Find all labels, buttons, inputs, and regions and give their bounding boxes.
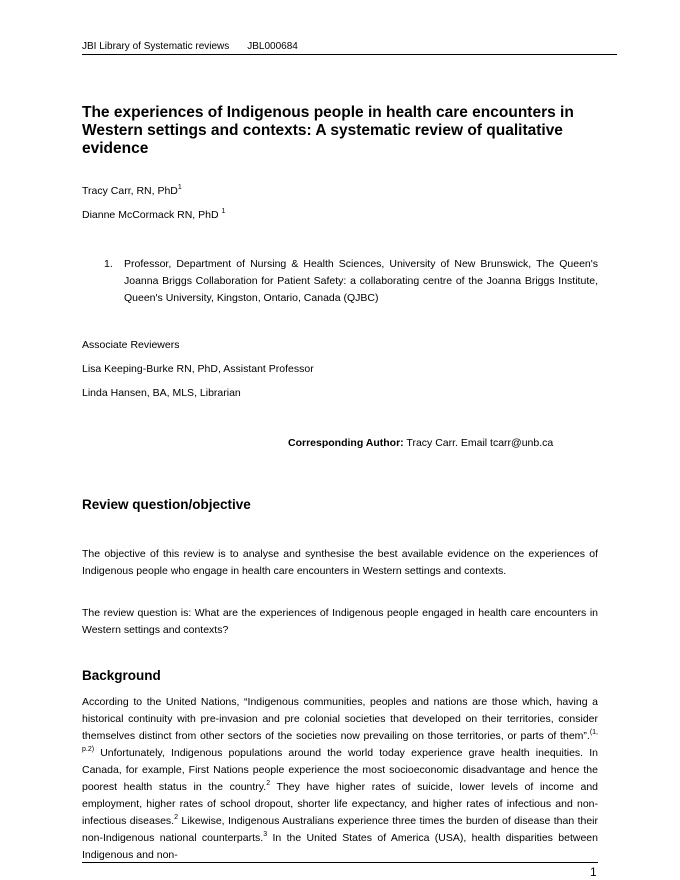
- corresponding-label: Corresponding Author:: [288, 437, 404, 449]
- reviewers-label: Associate Reviewers: [82, 339, 180, 351]
- reviewer-item: Linda Hansen, BA, MLS, Librarian: [82, 387, 241, 399]
- affiliation-marker: 1: [221, 208, 226, 215]
- body-text: Unfortunately, Indigenous populations around the world today experience grave health inequities. In Canada, for example, First Nations people experience the most socioeconomic disadvantage and hence the poorest health status in the country.: [82, 747, 598, 793]
- affiliation-text: Professor, Department of Nursing & Health Sciences, University of New Brunswick, The Queen's Joanna Briggs Collaboration for Patient Safety: a collaborating centre of the Joanna Briggs Institute, Queen's University, Kingston, Ontario, Canada (QJBC): [124, 258, 598, 304]
- affiliation-marker: 1: [177, 184, 182, 191]
- citation-marker: (1, p.2): [82, 729, 598, 753]
- running-header: [82, 42, 617, 55]
- body-text: Likewise, Indigenous Australians experience three times the burden of disease than their non-Indigenous national counterparts.: [82, 815, 598, 844]
- author-name: Dianne McCormack RN, PhD: [82, 209, 219, 221]
- review-question-paragraph: The review question is: What are the experiences of Indigenous people engaged in health care encounters in Western settings and contexts?: [82, 607, 598, 636]
- author-name: Tracy Carr, RN, PhD: [82, 185, 178, 197]
- reviewer-item: Lisa Keeping-Burke RN, PhD, Assistant Professor: [82, 363, 314, 375]
- footer-rule: [82, 862, 598, 863]
- corresponding-author: [288, 437, 553, 449]
- affiliation-item: [104, 256, 598, 307]
- corresponding-text: Tracy Carr. Email tcarr@unb.ca: [406, 437, 554, 449]
- citation-marker: 2: [266, 780, 271, 787]
- author-line: [82, 209, 225, 221]
- section-heading: Review question/objective: [82, 497, 251, 512]
- body-text: They have higher rates of suicide, lower levels of income and employment, higher rates of school dropout, shorter life expectancy, and higher rates of infectious and non-infectious diseases.: [82, 781, 598, 827]
- section-heading: Background: [82, 668, 161, 683]
- paper-title: The experiences of Indigenous people in health care encounters in Western settings and contexts: A systematic review of qualitative evidence: [82, 104, 574, 157]
- background-paragraph: [82, 694, 598, 864]
- body-text: According to the United Nations, “Indigenous communities, peoples and nations are those which, having a historical continuity with pre-invasion and pre colonial societies that developed on their territories, consider themselves distinct from other sectors of the societies now prevailing on those territories, or parts of them”.: [82, 696, 598, 742]
- citation-marker: 3: [263, 831, 268, 838]
- journal-name: JBI Library of Systematic reviews: [82, 41, 230, 52]
- citation-marker: 2: [174, 814, 179, 821]
- page-number: 1: [590, 865, 597, 879]
- affiliation-number: 1.: [104, 258, 113, 270]
- article-code: JBL000684: [247, 41, 298, 52]
- objective-paragraph: The objective of this review is to analyse and synthesise the best available evidence on the experiences of Indigenous people who engage in health care encounters in Western settings and contexts.: [82, 548, 598, 577]
- body-text: In the United States of America (USA), health disparities between Indigenous and non-: [82, 832, 598, 861]
- author-line: [82, 185, 182, 197]
